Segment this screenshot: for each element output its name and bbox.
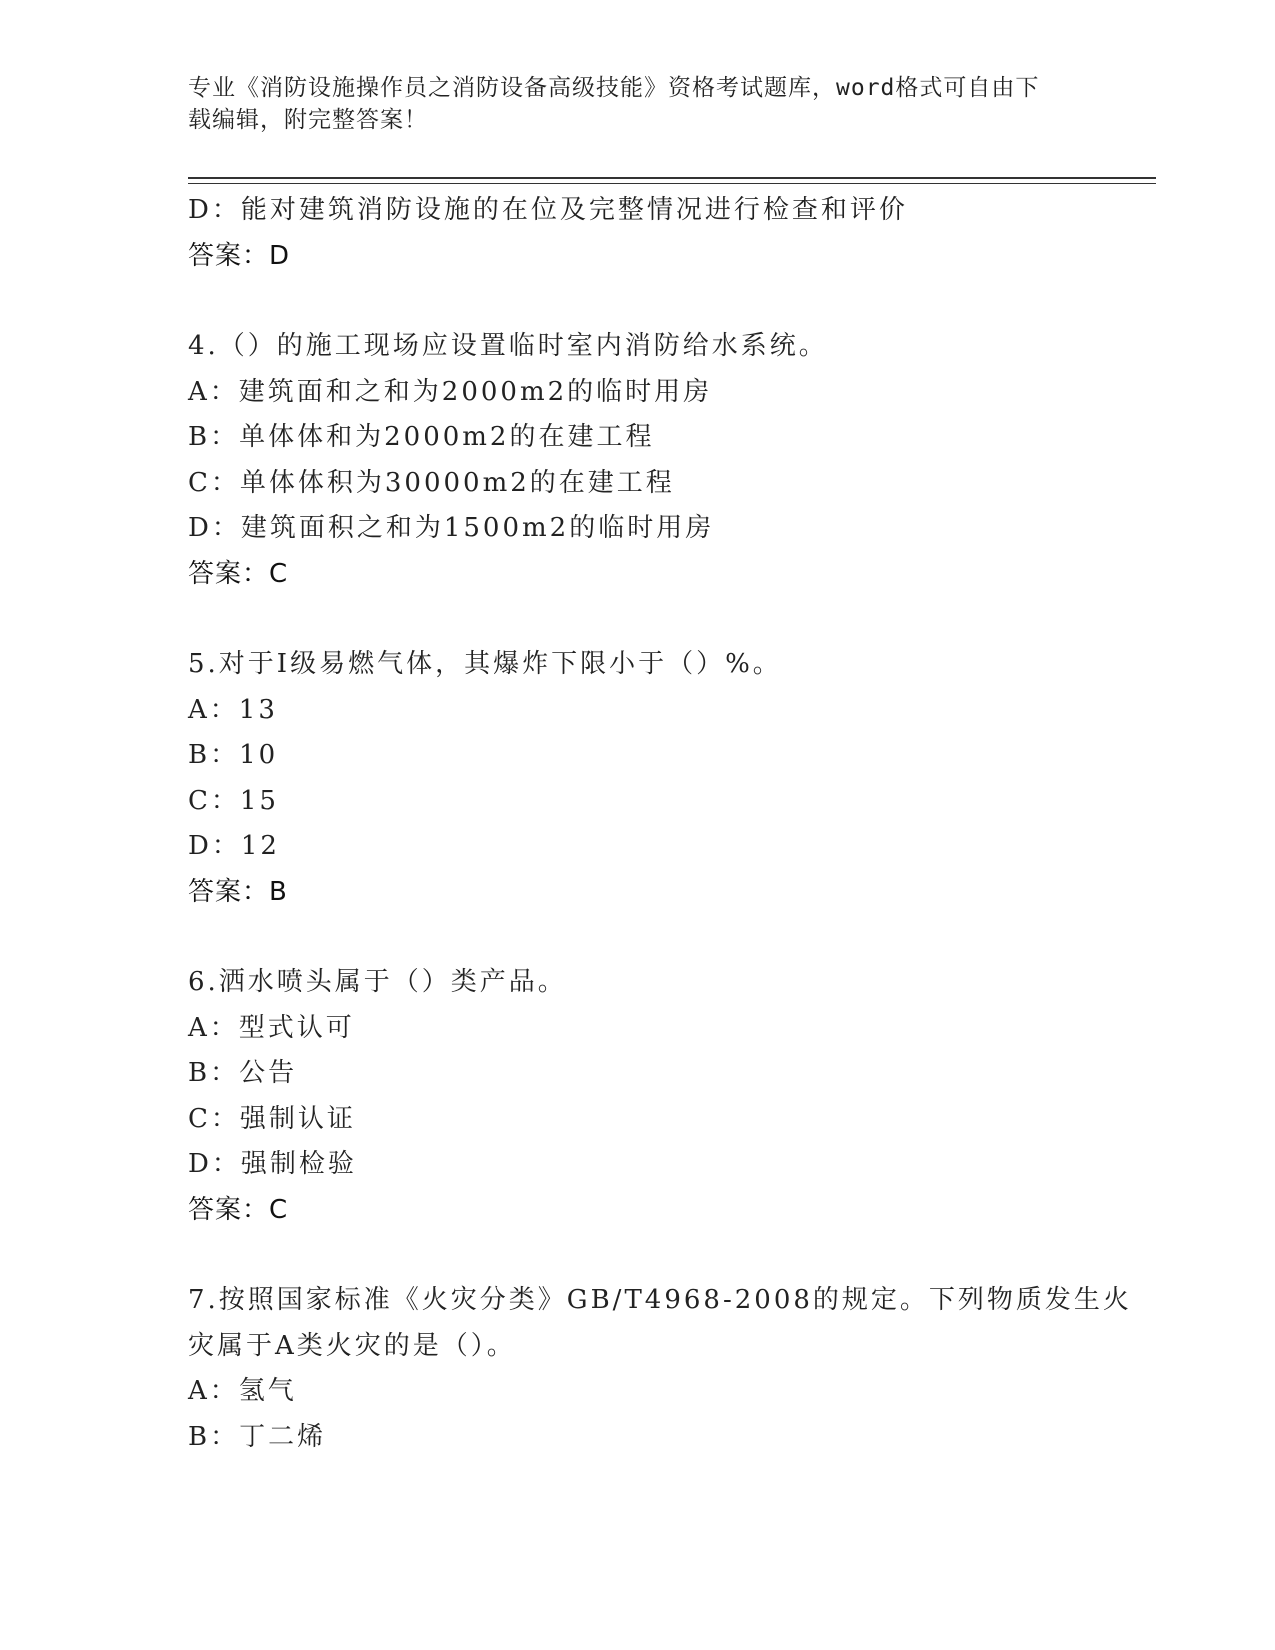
option-c: C：强制认证	[188, 1103, 356, 1134]
answer-line: 答案：C	[188, 1194, 289, 1225]
option-c: C：15	[188, 785, 279, 816]
question-7	[188, 1278, 1132, 1460]
question-spacer	[188, 915, 1128, 960]
option-a: A：型式认可	[188, 1012, 355, 1043]
option-b: B：10	[188, 740, 279, 770]
question-spacer	[188, 279, 1128, 324]
header-line-1: 专业《消防设施操作员之消防设备高级技能》资格考试题库，word格式可自由下	[188, 75, 1040, 101]
answer-line: 答案：D	[188, 240, 291, 271]
option-b: B：丁二烯	[188, 1421, 327, 1452]
option-b: B：公告	[188, 1058, 298, 1088]
document-header	[188, 72, 1088, 136]
question-spacer	[188, 597, 1128, 642]
question-stem-line-1: 7.按照国家标准《火灾分类》GB/T4968-2008的规定。下列物质发生火	[188, 1285, 1132, 1315]
question-stem: 4.（）的施工现场应设置临时室内消防给水系统。	[188, 331, 828, 361]
header-divider-thick	[188, 177, 1156, 179]
option-d: D：能对建筑消防设施的在位及完整情况进行检查和评价	[188, 195, 908, 225]
header-line-2: 载编辑，附完整答案！	[188, 107, 428, 133]
answer-line: 答案：B	[188, 876, 288, 907]
option-d: D：12	[188, 831, 280, 861]
option-d: D：建筑面积之和为1500m2的临时用房	[188, 513, 715, 543]
question-list	[188, 188, 1132, 1460]
option-a: A：氢气	[188, 1376, 297, 1406]
question-spacer	[188, 1233, 1128, 1278]
question-3-tail	[188, 188, 1128, 279]
option-c: C：单体体积为30000m2的在建工程	[188, 467, 675, 498]
header-divider-thin	[188, 183, 1156, 184]
option-a: A：建筑面和之和为2000m2的临时用房	[188, 376, 713, 407]
question-stem-line-2: 灾属于A类火灾的是（）。	[188, 1330, 516, 1361]
question-6	[188, 960, 1128, 1233]
option-d: D：强制检验	[188, 1149, 357, 1179]
question-stem: 6.洒水喷头属于（）类产品。	[188, 967, 567, 997]
question-stem: 5.对于Ⅰ级易燃气体，其爆炸下限小于（）%。	[188, 649, 782, 679]
question-5	[188, 642, 1128, 915]
answer-line: 答案：C	[188, 558, 289, 589]
question-4	[188, 324, 1128, 597]
option-a: A：13	[188, 694, 278, 725]
option-b: B：单体体和为2000m2的在建工程	[188, 422, 655, 452]
